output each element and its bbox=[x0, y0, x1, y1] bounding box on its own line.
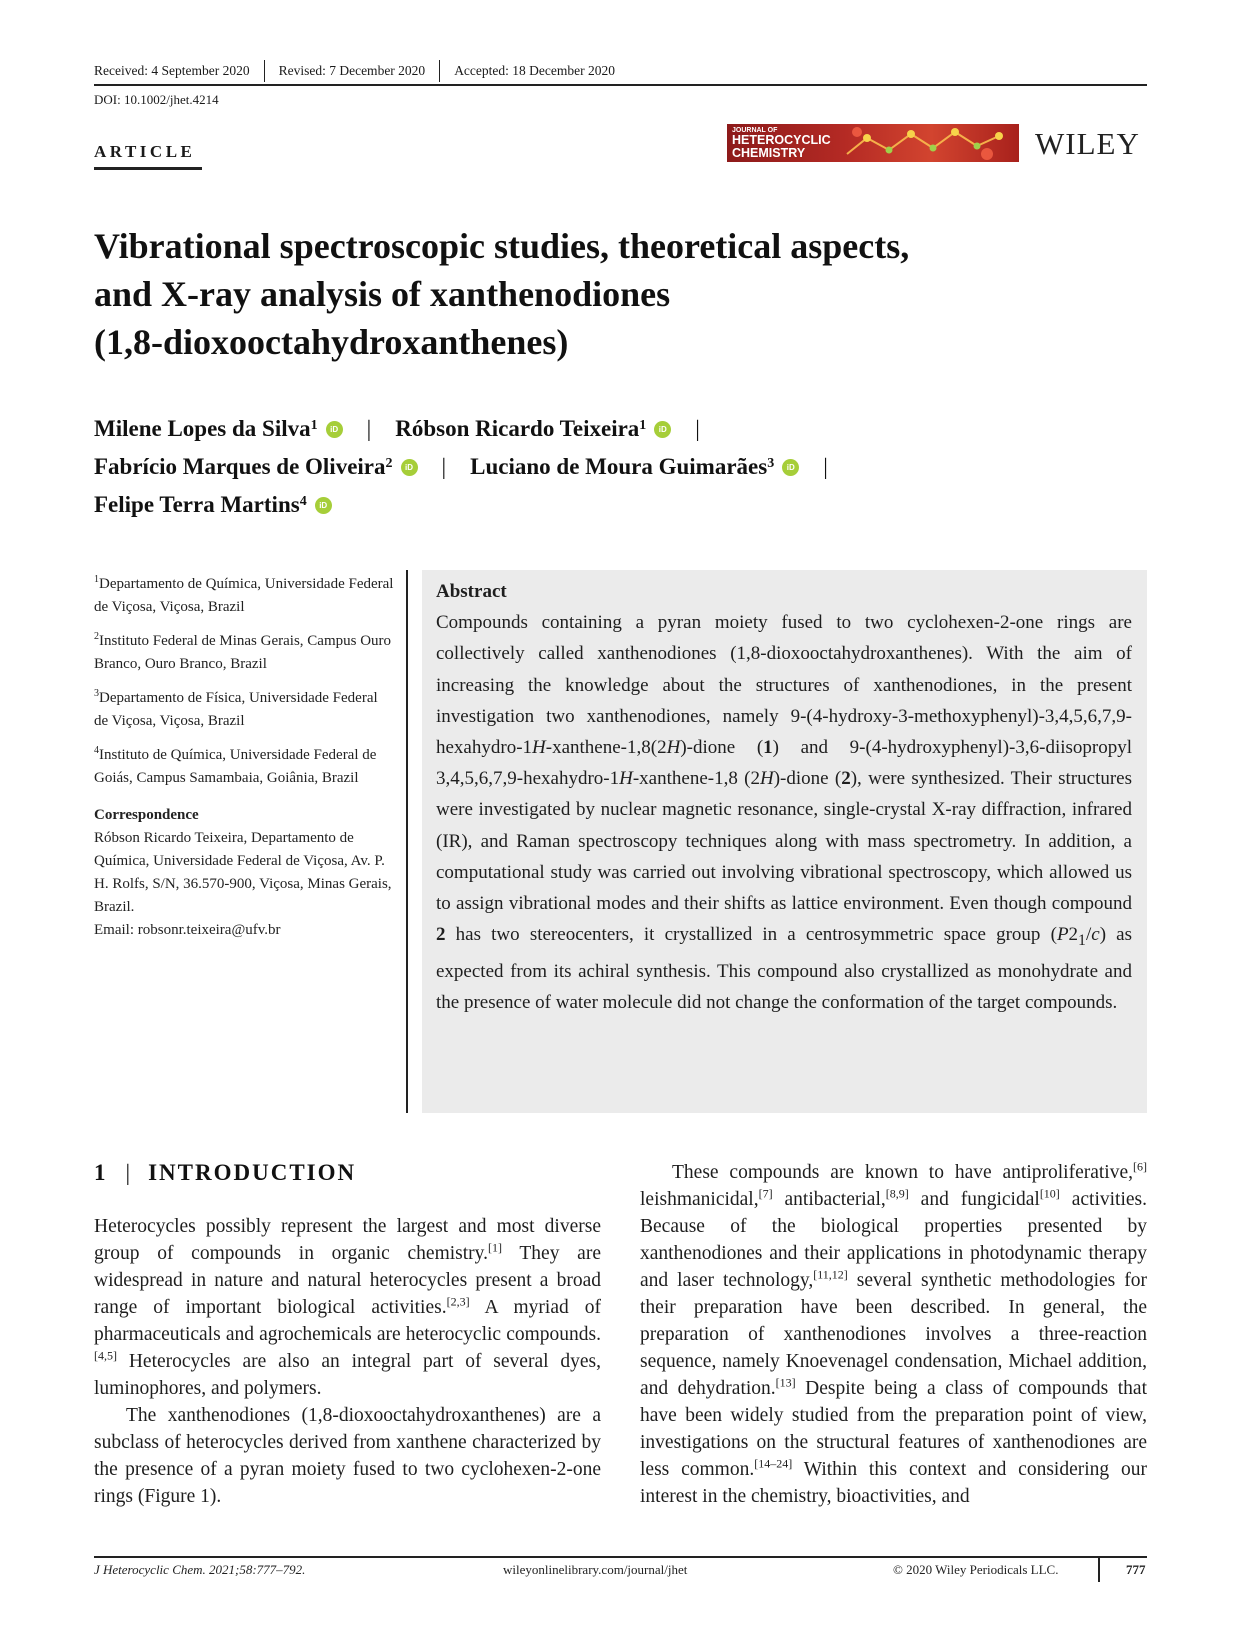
affiliation-text: Instituto de Química, Universidade Federal de Goiás, Campus Samambaia, Goiânia, Brazil bbox=[94, 747, 377, 786]
citation-link[interactable]: [10] bbox=[1039, 1186, 1060, 1201]
affiliation-number: 1 bbox=[94, 574, 99, 585]
paragraph: The xanthenodiones (1,8-dioxooctahydroxanthenes) are a subclass of heterocycles derived from xanthene characterized by the presence of a pyran moiety fused to two cyclohexen-2-one rings (Figure 1). bbox=[94, 1405, 601, 1507]
abstract-text bbox=[436, 576, 1132, 1019]
accepted-date: Accepted: 18 December 2020 bbox=[439, 60, 629, 82]
affiliation bbox=[94, 568, 394, 619]
author-name: Milene Lopes da Silva bbox=[94, 416, 311, 441]
revised-date: Revised: 7 December 2020 bbox=[264, 60, 440, 82]
author-name: Felipe Terra Martins bbox=[94, 492, 300, 517]
affiliation-number: 3 bbox=[94, 688, 99, 699]
author-name: Luciano de Moura Guimarães bbox=[470, 454, 768, 479]
correspondence-text bbox=[94, 827, 394, 942]
title-line-3: (1,8-dioxooctahydroxanthenes) bbox=[94, 322, 569, 362]
footer-journal-link[interactable]: wileyonlinelibrary.com/journal/jhet bbox=[503, 1562, 688, 1577]
orcid-icon[interactable]: iD bbox=[326, 421, 343, 438]
author-affiliation-number: 3 bbox=[767, 456, 775, 471]
molecule-graphic-icon bbox=[837, 124, 1019, 162]
journal-logo-line1: JOURNAL OF bbox=[732, 127, 778, 134]
page-number: 777 bbox=[1126, 1562, 1146, 1577]
author-affiliation-number: 1 bbox=[310, 418, 318, 433]
article-label: ARTICLE bbox=[94, 142, 196, 161]
affiliation-number: 2 bbox=[94, 631, 99, 642]
affiliation-text: Departamento de Química, Universidade Federal de Viçosa, Viçosa, Brazil bbox=[94, 576, 394, 615]
author-separator: | bbox=[366, 416, 372, 441]
citation-link[interactable]: [1] bbox=[488, 1240, 503, 1255]
header-rule bbox=[94, 84, 1147, 86]
affiliation-text: Instituto Federal de Minas Gerais, Campus Ouro Branco, Ouro Branco, Brazil bbox=[94, 633, 392, 672]
orcid-icon[interactable]: iD bbox=[401, 459, 418, 476]
citation-link[interactable]: [2,3] bbox=[446, 1294, 470, 1309]
paragraph: These compounds are known to have antiproliferative,[6] leishmanicidal,[7] antibacterial,[8,9] and fungicidal[10] activities. Because of the biological properties presented by xanthenodiones and their applications in photodynamic therapy and laser technology,[11,12] several synthetic methodologies for their preparation have been described. In general, the preparation of xanthenodiones involves a three-reaction sequence, namely Knoevenagel condensation, Michael addition, and dehydration.[13] Despite being a class of compounds that have been widely studied from the preparation point of view, investigations on the structural features of xanthenodiones are less common.[14–24] Within this context and considering our interest in the chemistry, bioactivities, and bbox=[640, 1159, 1147, 1507]
orcid-icon[interactable]: iD bbox=[315, 497, 332, 514]
citation-link[interactable]: [8,9] bbox=[885, 1186, 909, 1201]
author-list bbox=[94, 410, 852, 524]
article-dates bbox=[94, 60, 629, 82]
intro-left-column bbox=[94, 1213, 601, 1510]
citation-link[interactable]: [14–24] bbox=[754, 1456, 793, 1471]
section-separator: | bbox=[125, 1160, 131, 1185]
footer-citation: J Heterocyclic Chem. 2021;58:777–792. bbox=[94, 1562, 306, 1577]
citation-link[interactable]: [6] bbox=[1133, 1159, 1147, 1174]
paper-title bbox=[94, 222, 1094, 366]
citation-link[interactable]: [11,12] bbox=[813, 1267, 848, 1282]
section-number: 1 bbox=[94, 1160, 108, 1185]
author-affiliation-number: 2 bbox=[385, 456, 393, 471]
title-line-2: and X-ray analysis of xanthenodiones bbox=[94, 274, 671, 314]
correspondence-address: Róbson Ricardo Teixeira, Departamento de Química, Universidade Federal de Viçosa, Av. P. H. Rolfs, S/N, 36.570-900, Viçosa, Minas Gerais, Brazil. bbox=[94, 830, 392, 915]
journal-logo-line2: HETEROCYCLIC bbox=[732, 133, 831, 148]
abstract-heading: Abstract bbox=[436, 581, 507, 602]
correspondence-email[interactable]: Email: robsonr.teixeira@ufv.br bbox=[94, 922, 281, 938]
article-label-underline bbox=[94, 167, 202, 170]
abstract-box bbox=[422, 570, 1147, 1113]
abstract-body: Compounds containing a pyran moiety fused to two cyclohexen-2-one rings are collectively called xanthenodiones (1,8-dioxooctahydroxanthenes). With the aim of increasing the knowledge about the structures of xanthenodiones, in the present investigation two xanthenodiones, namely 9-(4-hydroxy-3-methoxyphenyl)-3,4,5,6,7,9-hexahydro-1H-xanthene-1,8(2H)-dione (1) and 9-(4-hydroxyphenyl)-3,6-diisopropyl 3,4,5,6,7,9-hexahydro-1H-xanthene-1,8 (2H)-dione (2), were synthesized. Their structures were investigated by nuclear magnetic resonance, single-crystal X-ray diffraction, infrared (IR), and Raman spectroscopy techniques along with mass spectrometry. In addition, a computational study was carried out involving vibrational spectroscopy, which allowed us to assign vibrational modes and their shifts as lattice environment. Even though compound 2 has two stereocenters, it crystallized in a centrosymmetric space group $(P2_1/c)$ as expected from its achiral synthesis. This compound also crystallized as monohydrate and the presence of water molecule did not change the conformation of the target compounds. bbox=[436, 612, 1133, 1014]
publisher-logo: WILEY bbox=[1035, 126, 1140, 161]
author-separator: | bbox=[823, 454, 828, 479]
affiliations bbox=[94, 568, 394, 942]
title-line-1: Vibrational spectroscopic studies, theoretical aspects, bbox=[94, 226, 910, 266]
affiliation bbox=[94, 682, 394, 733]
abstract-divider bbox=[406, 570, 408, 1113]
author-separator: | bbox=[441, 454, 447, 479]
author-separator: | bbox=[695, 416, 700, 441]
section-heading-introduction bbox=[94, 1160, 356, 1186]
author-affiliation-number: 4 bbox=[299, 494, 307, 509]
citation-link[interactable]: [7] bbox=[758, 1186, 773, 1201]
doi: DOI: 10.1002/jhet.4214 bbox=[94, 92, 219, 107]
affiliation-number: 4 bbox=[94, 745, 99, 756]
affiliation bbox=[94, 625, 394, 676]
citation-link[interactable]: [4,5] bbox=[94, 1348, 117, 1363]
orcid-icon[interactable]: iD bbox=[782, 459, 799, 476]
footer-copyright: © 2020 Wiley Periodicals LLC. bbox=[893, 1562, 1059, 1577]
received-date: Received: 4 September 2020 bbox=[94, 63, 250, 78]
orcid-icon[interactable]: iD bbox=[654, 421, 671, 438]
footer-separator bbox=[1098, 1558, 1100, 1582]
footer-rule bbox=[94, 1556, 1147, 1558]
affiliation bbox=[94, 739, 394, 790]
intro-right-column bbox=[640, 1159, 1147, 1510]
author-name: Róbson Ricardo Teixeira bbox=[395, 416, 640, 441]
citation-link[interactable]: [13] bbox=[775, 1375, 796, 1390]
journal-logo-line3: CHEMISTRY bbox=[732, 146, 806, 161]
section-title: INTRODUCTION bbox=[148, 1160, 357, 1185]
author-name: Fabrício Marques de Oliveira bbox=[94, 454, 386, 479]
paragraph: Heterocycles possibly represent the largest and most diverse group of compounds in organic chemistry.[1] They are widespread in nature and natural heterocycles present a broad range of important biological activities.[2,3] A myriad of pharmaceuticals and agrochemicals are heterocyclic compounds.[4,5] Heterocycles are also an integral part of several dyes, luminophores, and polymers. bbox=[94, 1216, 601, 1399]
correspondence-heading: Correspondence bbox=[94, 807, 199, 823]
author-affiliation-number: 1 bbox=[639, 418, 647, 433]
affiliation-text: Departamento de Física, Universidade Federal de Viçosa, Viçosa, Brazil bbox=[94, 690, 378, 729]
journal-logo bbox=[727, 124, 1019, 162]
